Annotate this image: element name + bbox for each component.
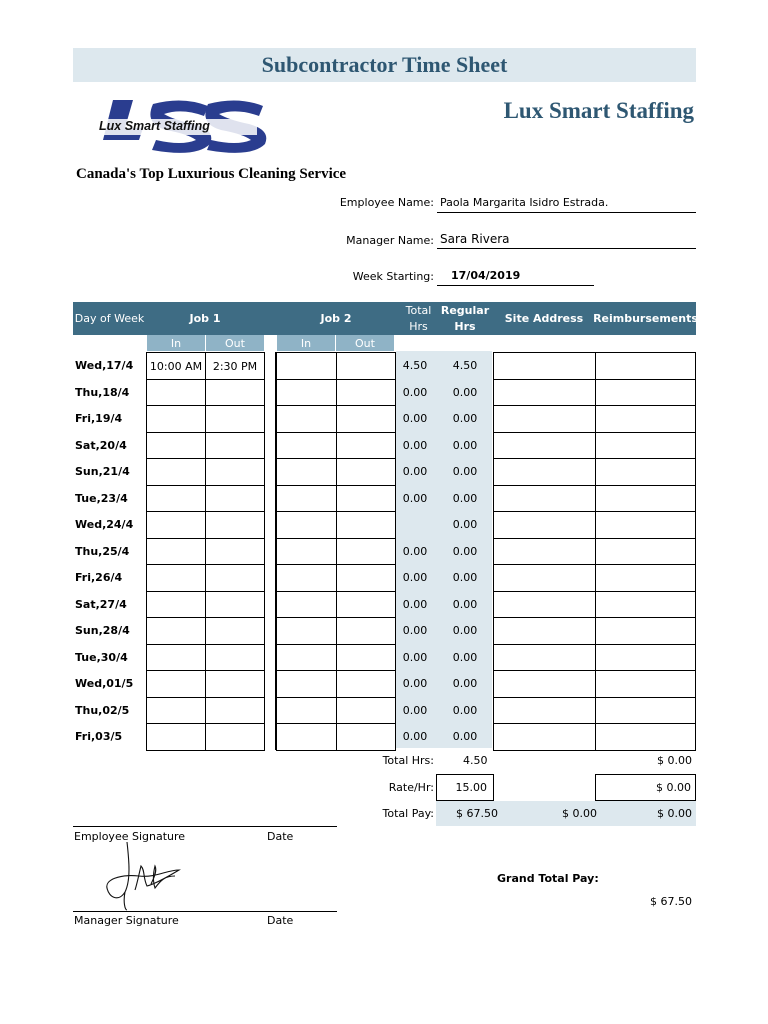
job2-in-cell[interactable]: [276, 379, 337, 407]
job2-out-cell[interactable]: [336, 644, 396, 672]
job2-in-cell[interactable]: [276, 564, 337, 592]
job1-in-cell[interactable]: [146, 617, 206, 645]
regular-hrs-cell: 0.00: [452, 624, 478, 637]
site-address-cell[interactable]: [493, 458, 596, 486]
job1-out-cell[interactable]: [205, 458, 265, 486]
manager-signature-line: [73, 911, 337, 912]
row-day-label: Sun,21/4: [75, 465, 130, 478]
job1-in-cell[interactable]: [146, 458, 206, 486]
job2-in-cell[interactable]: [276, 538, 337, 566]
site-address-cell[interactable]: [493, 617, 596, 645]
job1-out-cell[interactable]: [205, 644, 265, 672]
job1-out-cell[interactable]: [205, 485, 265, 513]
job2-in-cell[interactable]: [276, 723, 337, 751]
job2-in-cell[interactable]: [276, 405, 337, 433]
employee-name-field[interactable]: Paola Margarita Isidro Estrada.: [437, 196, 696, 213]
job2-in-cell[interactable]: [276, 352, 337, 380]
total-hrs-value: 4.50: [463, 754, 488, 767]
row-day-label: Sun,28/4: [75, 624, 130, 637]
subheader-out-job1: Out: [206, 335, 264, 351]
reimbursement-cell[interactable]: [595, 564, 696, 592]
reimbursement-cell[interactable]: [595, 511, 696, 539]
regular-hrs-cell: 0.00: [452, 598, 478, 611]
reimbursement-cell[interactable]: [595, 538, 696, 566]
total-hrs-cell: 0.00: [402, 571, 428, 584]
table-header: [73, 302, 696, 335]
total-hrs-cell: 0.00: [402, 651, 428, 664]
total-hrs-cell: 0.00: [402, 412, 428, 425]
total-hrs-cell: 0.00: [402, 704, 428, 717]
reimbursement-cell[interactable]: [595, 591, 696, 619]
row-day-label: Wed,24/4: [75, 518, 134, 531]
rate-label: Rate/Hr:: [388, 781, 434, 794]
regular-hrs-cell: 0.00: [452, 465, 478, 478]
page-title: Subcontractor Time Sheet: [261, 52, 508, 77]
job1-out-cell[interactable]: [205, 405, 265, 433]
title-bar: [73, 48, 696, 82]
total-hrs-label: Total Hrs:: [382, 754, 434, 767]
manager-signature-label: Manager Signature: [74, 914, 179, 927]
regular-hrs-cell: 0.00: [452, 571, 478, 584]
job1-out-cell[interactable]: [205, 379, 265, 407]
job2-in-cell[interactable]: [276, 432, 337, 460]
total-hrs-cell: 4.50: [402, 359, 428, 372]
job2-out-cell[interactable]: [336, 591, 396, 619]
total-pay-label: Total Pay:: [382, 807, 434, 820]
row-day-label: Fri,26/4: [75, 571, 123, 584]
site-address-cell[interactable]: [493, 485, 596, 513]
row-day-label: Tue,23/4: [75, 492, 128, 505]
reimbursement-cell[interactable]: [595, 432, 696, 460]
job1-in-cell[interactable]: [146, 591, 206, 619]
regular-hrs-cell: 4.50: [452, 359, 478, 372]
site-address-cell[interactable]: [493, 564, 596, 592]
row-day-label: Thu,18/4: [75, 386, 130, 399]
site-address-cell[interactable]: [493, 591, 596, 619]
job2-out-cell[interactable]: [336, 511, 396, 539]
reimbursement-cell[interactable]: [595, 723, 696, 751]
row-day-label: Wed,17/4: [75, 359, 134, 372]
job2-out-cell[interactable]: [336, 617, 396, 645]
regular-hrs-cell: 0.00: [452, 492, 478, 505]
regular-hrs-cell: 0.00: [452, 704, 478, 717]
header-site-address: Site Address: [504, 311, 584, 325]
site-address-cell[interactable]: [493, 432, 596, 460]
job2-out-cell[interactable]: [336, 564, 396, 592]
employee-name-label: Employee Name:: [339, 196, 434, 209]
job2-out-cell[interactable]: [336, 723, 396, 751]
reimbursement-cell[interactable]: [595, 670, 696, 698]
header-job2: Job 2: [320, 311, 352, 325]
job1-out-cell[interactable]: [205, 697, 265, 725]
logo-text: Lux Smart Staffing: [99, 119, 210, 133]
job2-in-cell[interactable]: [276, 697, 337, 725]
row-day-label: Fri,19/4: [75, 412, 123, 425]
total-hrs-cell: 0.00: [402, 598, 428, 611]
rate-field[interactable]: 15.00: [436, 774, 494, 801]
site-address-cell[interactable]: [493, 697, 596, 725]
tagline: Canada's Top Luxurious Cleaning Service: [76, 166, 347, 182]
job2-in-cell[interactable]: [276, 511, 337, 539]
job1-in-cell[interactable]: [146, 670, 206, 698]
job1-in-cell[interactable]: [146, 511, 206, 539]
job2-in-cell[interactable]: [276, 458, 337, 486]
regular-hrs-cell: 0.00: [452, 730, 478, 743]
employee-date-label: Date: [267, 830, 294, 843]
job1-in-cell[interactable]: [146, 538, 206, 566]
site-address-cell[interactable]: [493, 511, 596, 539]
site-address-cell[interactable]: [493, 379, 596, 407]
rate-reimb-field[interactable]: $ 0.00: [595, 774, 696, 801]
reimbursement-cell[interactable]: [595, 485, 696, 513]
row-day-label: Thu,25/4: [75, 545, 130, 558]
job2-out-cell[interactable]: [336, 485, 396, 513]
job1-out-cell[interactable]: [205, 538, 265, 566]
grand-total-value: $ 67.50: [650, 895, 692, 908]
subheader-in-job1: In: [147, 335, 205, 351]
header-total-hrs: Total Hrs: [405, 303, 432, 333]
signature-image: [95, 840, 190, 912]
manager-name-label: Manager Name:: [346, 234, 434, 247]
regular-hrs-cell: 0.00: [452, 386, 478, 399]
site-address-cell[interactable]: [493, 644, 596, 672]
total-reimb-value: $ 0.00: [657, 754, 692, 767]
job1-in-cell[interactable]: [146, 432, 206, 460]
week-starting-field[interactable]: 17/04/2019: [437, 269, 594, 286]
job2-out-cell[interactable]: [336, 405, 396, 433]
total-pay-reimb: $ 0.00: [657, 807, 692, 820]
header-reimbursements: Reimbursements: [593, 311, 698, 325]
job1-out-cell[interactable]: [205, 591, 265, 619]
job1-out-cell[interactable]: [205, 670, 265, 698]
reimbursement-cell[interactable]: [595, 379, 696, 407]
job1-in-cell[interactable]: [146, 379, 206, 407]
job1-out-cell[interactable]: [205, 617, 265, 645]
subheader-out-job2: Out: [336, 335, 394, 351]
header-job1: Job 1: [189, 311, 221, 325]
row-day-label: Tue,30/4: [75, 651, 128, 664]
row-day-label: Sat,20/4: [75, 439, 127, 452]
week-starting-label: Week Starting:: [352, 270, 434, 283]
job1-out-cell[interactable]: [205, 723, 265, 751]
site-address-cell[interactable]: [493, 352, 596, 380]
reimbursement-cell[interactable]: [595, 405, 696, 433]
reimbursement-cell[interactable]: [595, 644, 696, 672]
job1-out-cell[interactable]: [205, 564, 265, 592]
job2-out-cell[interactable]: [336, 538, 396, 566]
manager-name-field[interactable]: Sara Rivera: [437, 232, 696, 249]
job2-in-cell[interactable]: [276, 591, 337, 619]
total-pay-site: $ 0.00: [562, 807, 597, 820]
regular-hrs-cell: 0.00: [452, 651, 478, 664]
grand-total-label: Grand Total Pay:: [497, 872, 599, 885]
manager-date-label: Date: [267, 914, 294, 927]
site-address-cell[interactable]: [493, 670, 596, 698]
job1-out-cell[interactable]: [205, 432, 265, 460]
reimbursement-cell[interactable]: [595, 352, 696, 380]
employee-signature-label: Employee Signature: [74, 830, 186, 843]
job2-out-cell[interactable]: [336, 352, 396, 380]
job1-in-cell[interactable]: [146, 723, 206, 751]
total-hrs-cell: 0.00: [402, 439, 428, 452]
reimbursement-cell[interactable]: [595, 617, 696, 645]
total-hrs-cell: 0.00: [402, 386, 428, 399]
company-logo: [73, 92, 278, 164]
job1-in-cell[interactable]: [146, 485, 206, 513]
job2-out-cell[interactable]: [336, 379, 396, 407]
header-day: Day of Week: [74, 311, 145, 325]
total-hrs-cell: 0.00: [402, 624, 428, 637]
job2-out-cell[interactable]: [336, 670, 396, 698]
total-hrs-cell: 0.00: [402, 465, 428, 478]
job1-in-cell[interactable]: [146, 697, 206, 725]
total-hrs-cell: 0.00: [402, 545, 428, 558]
job1-in-cell[interactable]: [146, 564, 206, 592]
site-address-cell[interactable]: [493, 405, 596, 433]
job2-in-cell[interactable]: [276, 617, 337, 645]
regular-hrs-cell: 0.00: [452, 677, 478, 690]
job2-in-cell[interactable]: [276, 485, 337, 513]
header-regular-hrs: Regular Hrs: [440, 303, 490, 333]
job1-out-cell[interactable]: 2:30 PM: [205, 352, 265, 380]
row-day-label: Fri,03/5: [75, 730, 123, 743]
row-day-label: Wed,01/5: [75, 677, 134, 690]
company-name: Lux Smart Staffing: [503, 98, 694, 123]
job2-out-cell[interactable]: [336, 458, 396, 486]
regular-hrs-cell: 0.00: [452, 545, 478, 558]
job1-in-cell[interactable]: [146, 405, 206, 433]
job2-in-cell[interactable]: [276, 644, 337, 672]
site-address-cell[interactable]: [493, 538, 596, 566]
total-hrs-cell: 0.00: [402, 492, 428, 505]
reimbursement-cell[interactable]: [595, 697, 696, 725]
job1-out-cell[interactable]: [205, 511, 265, 539]
subheader-in-job2: In: [277, 335, 335, 351]
job2-in-cell[interactable]: [276, 670, 337, 698]
row-day-label: Sat,27/4: [75, 598, 127, 611]
employee-signature-line: [73, 826, 337, 827]
row-day-label: Thu,02/5: [75, 704, 130, 717]
regular-hrs-cell: 0.00: [452, 412, 478, 425]
job1-in-cell[interactable]: [146, 644, 206, 672]
total-pay-regular: $ 67.50: [456, 807, 498, 820]
job2-out-cell[interactable]: [336, 432, 396, 460]
job-separator: [264, 352, 276, 750]
job2-out-cell[interactable]: [336, 697, 396, 725]
reimbursement-cell[interactable]: [595, 458, 696, 486]
site-address-cell[interactable]: [493, 723, 596, 751]
total-hrs-cell: 0.00: [402, 730, 428, 743]
job1-in-cell[interactable]: 10:00 AM: [146, 352, 206, 380]
total-hrs-cell: 0.00: [402, 677, 428, 690]
regular-hrs-cell: 0.00: [452, 439, 478, 452]
regular-hrs-cell: 0.00: [452, 518, 478, 531]
